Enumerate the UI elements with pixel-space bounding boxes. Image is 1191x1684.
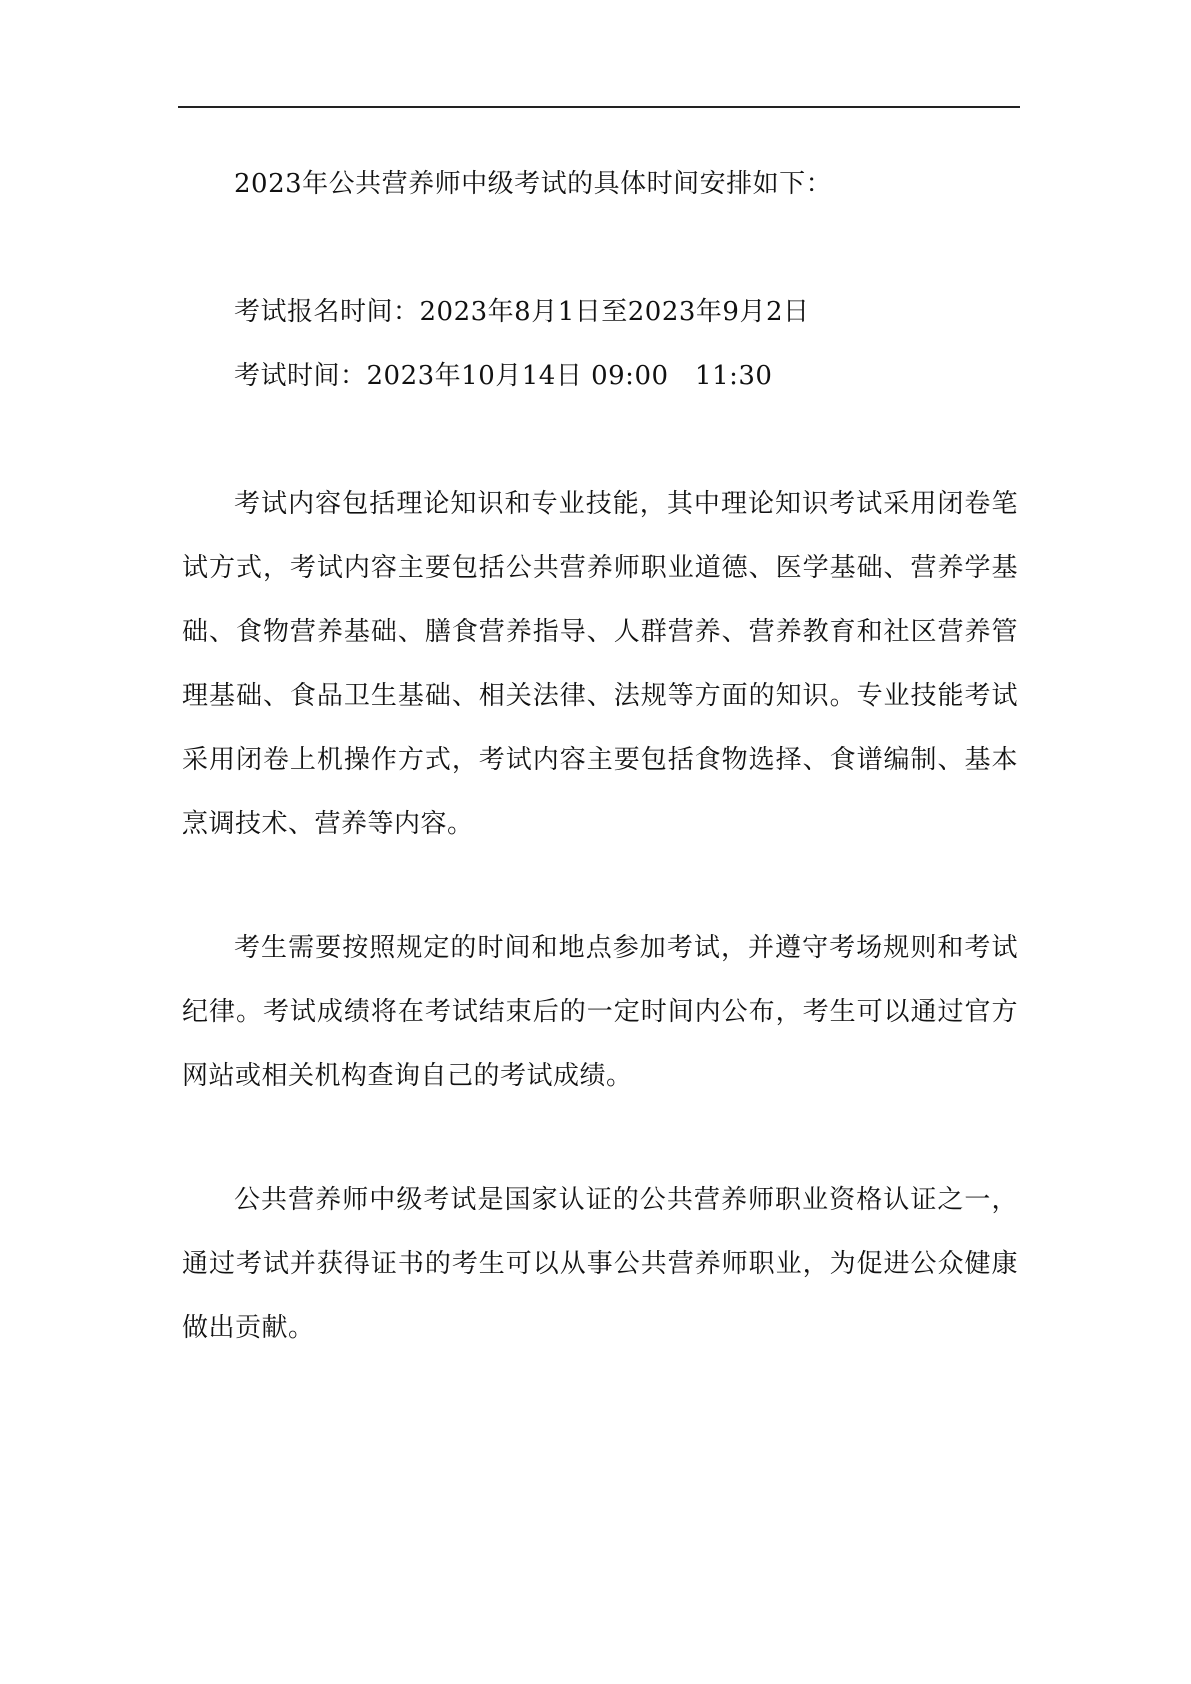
header-divider: [178, 106, 1020, 108]
exam-content-paragraph: 考试内容包括理论知识和专业技能，其中理论知识考试采用闭卷笔试方式，考试内容主要包括公共营养师职业道德、医学基础、营养学基础、食物营养基础、膳食营养指导、人群营养、营养教育和社区营养管理基础、食品卫生基础、相关法律、法规等方面的知识。专业技能考试采用闭卷上机操作方式，考试内容主要包括食物选择、食谱编制、基本烹调技术、营养等内容。: [182, 489, 1018, 839]
intro-paragraph: 2023年公共营养师中级考试的具体时间安排如下：: [234, 169, 833, 199]
paragraph-spacer: [182, 216, 1018, 280]
exam-rules-paragraph: 考生需要按照规定的时间和地点参加考试，并遵守考场规则和考试纪律。考试成绩将在考试结束后的一定时间内公布，考生可以通过官方网站或相关机构查询自己的考试成绩。: [182, 933, 1018, 1091]
paragraph-spacer: [182, 1108, 1018, 1168]
document-body: [182, 152, 1018, 1360]
paragraph-spacer: [182, 408, 1018, 472]
registration-time-line: 考试报名时间：2023年8月1日至2023年9月2日: [234, 297, 810, 327]
paragraph-spacer: [182, 856, 1018, 916]
certification-paragraph: 公共营养师中级考试是国家认证的公共营养师职业资格认证之一，通过考试并获得证书的考生可以从事公共营养师职业，为促进公众健康做出贡献。: [182, 1185, 1018, 1343]
exam-time-line: 考试时间：2023年10月14日 09:00 11:30: [234, 361, 773, 391]
